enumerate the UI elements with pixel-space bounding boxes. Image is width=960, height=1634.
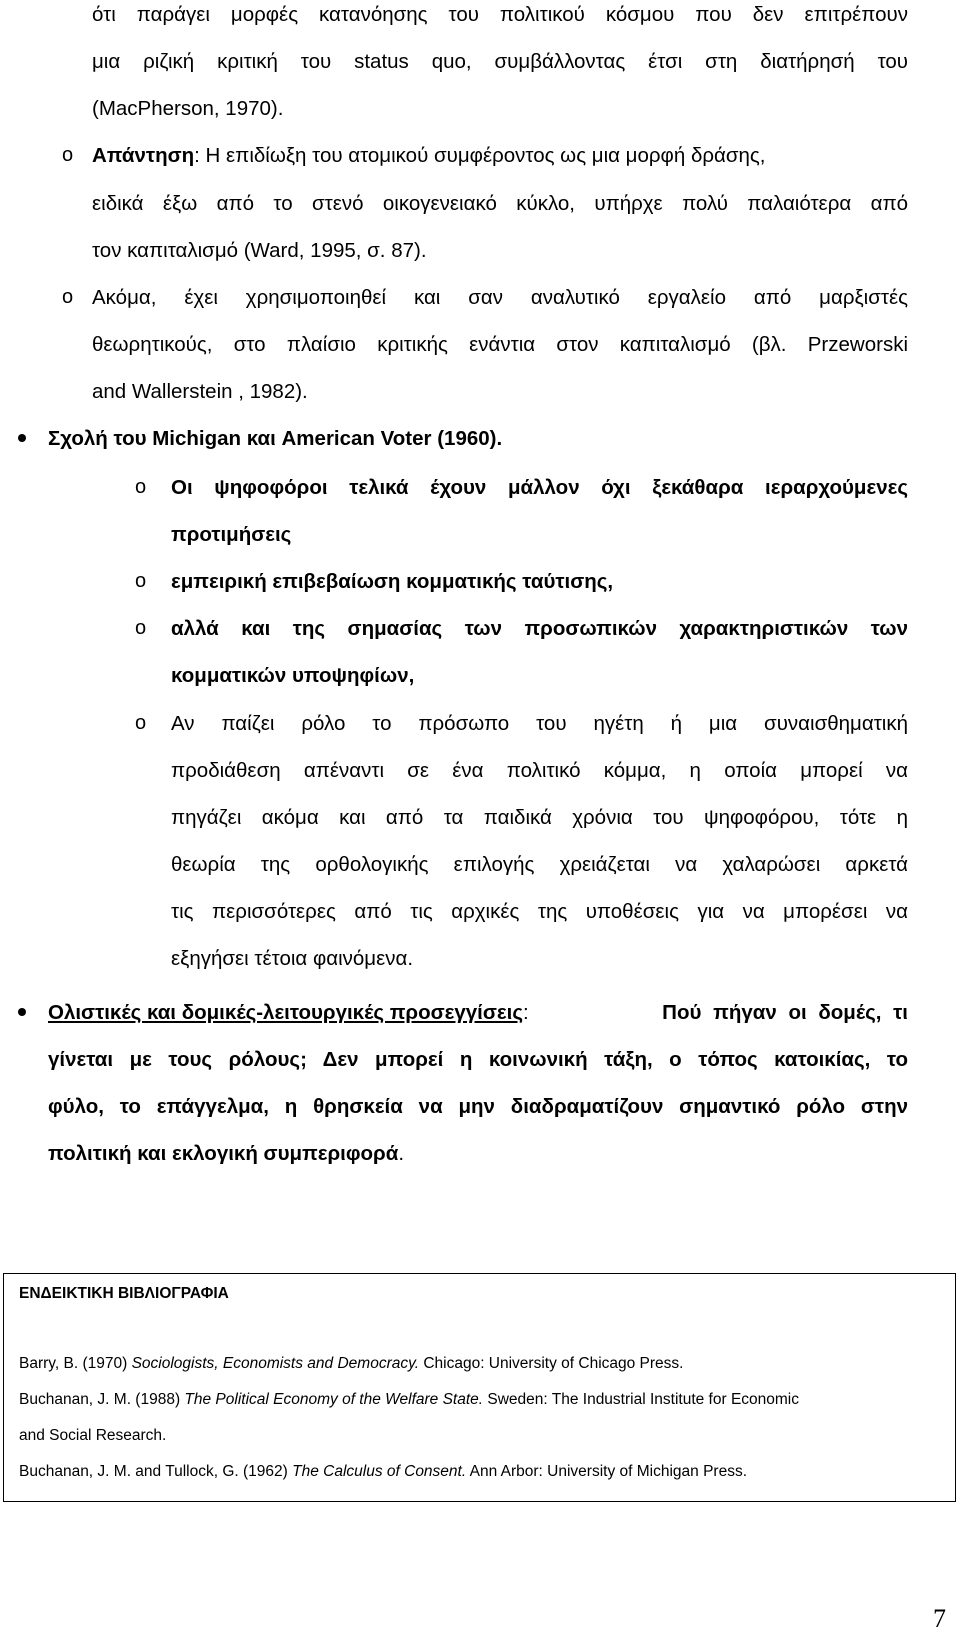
text-line: (MacPherson, 1970). [92, 97, 284, 120]
page-number: 7 [933, 1604, 946, 1633]
answer-text: : Η επιδίωξη του ατομικού συμφέροντος ως μια μορφή δράσης, [194, 144, 766, 167]
text-line: γίνεται με τους ρόλους; Δεν μπορεί η κοινωνική τάξη, ο τόπος κατοικίας, το [48, 1048, 908, 1071]
bibliography-box [3, 1273, 956, 1502]
bibliography-entry [19, 1353, 683, 1375]
circle-bullet-icon: o [135, 476, 147, 498]
bibliography-entry [19, 1389, 799, 1411]
holistic-last-bold: πολιτική και εκλογική συμπεριφορά [48, 1142, 399, 1165]
text-line: κομματικών υποψηφίων, [171, 664, 415, 687]
text-line: μια ριζική κριτική του status quo, συμβάλλοντας έτσι στη διατήρησή του [92, 50, 908, 73]
entry-title: The Political Economy of the Welfare State. [184, 1391, 484, 1408]
bibliography-entry [19, 1461, 747, 1483]
bullet-dot-icon [18, 434, 26, 442]
circle-bullet-icon: o [135, 570, 147, 592]
entry-publisher: Chicago: University of Chicago Press. [419, 1355, 684, 1372]
text-line: θεωρητικούς, στο πλαίσιο κριτικής ενάντια στον καπιταλισμό (βλ. Przeworski [92, 333, 908, 356]
text-line: τις περισσότερες από τις αρχικές της υποθέσεις για να μπορέσει να [171, 900, 908, 923]
text-line: εμπειρική επιβεβαίωση κομματικής ταύτισης, [171, 570, 614, 593]
entry-author: Buchanan, J. M. and Tullock, G. (1962) [19, 1463, 293, 1480]
circle-bullet-icon: o [62, 286, 74, 308]
answer-label: Απάντηση [92, 144, 195, 167]
entry-title: The Calculus of Consent. [292, 1463, 467, 1480]
text-line: προδιάθεση απέναντι σε ένα πολιτικό κόμμα, η οποία μπορεί να [171, 759, 908, 782]
circle-bullet-icon: o [135, 712, 147, 734]
bibliography-heading: ΕΝΔΕΙΚΤΙΚΗ ΒΙΒΛΙΟΓΡΑΦΙΑ [19, 1285, 229, 1302]
text-line: Ακόμα, έχει χρησιμοποιηθεί και σαν αναλυτικό εργαλείο από μαρξιστές [92, 286, 908, 309]
text-line: αλλά και της σημασίας των προσωπικών χαρακτηριστικών των [171, 617, 908, 640]
text-line: εξηγήσει τέτοια φαινόμενα. [171, 947, 414, 970]
circle-bullet-icon: o [62, 144, 74, 166]
text-line: τον καπιταλισμό (Ward, 1995, σ. 87). [92, 239, 427, 262]
michigan-heading: Σχολή του Michigan και American Voter (1960). [48, 427, 503, 450]
circle-bullet-icon: o [135, 617, 147, 639]
bibliography-entry-continuation: and Social Research. [19, 1427, 167, 1444]
text-line: προτιμήσεις [171, 523, 292, 546]
holistic-question: Πού πήγαν οι δομές, τι [662, 1001, 908, 1024]
entry-publisher: Ann Arbor: University of Michigan Press. [466, 1463, 748, 1480]
entry-title: Sociologists, Economists and Democracy. [131, 1355, 420, 1372]
text-line: ειδικά έξω από το στενό οικογενειακό κύκλο, υπήρχε πολύ παλαιότερα από [92, 192, 908, 215]
holistic-line [48, 999, 908, 1027]
answer-line [92, 142, 908, 170]
text-line: ότι παράγει μορφές κατανόησης του πολιτικού κόσμου που δεν επιτρέπουν [92, 3, 908, 26]
text-line [48, 1140, 404, 1168]
text-line: πηγάζει ακόμα και από τα παιδικά χρόνια του ψηφοφόρου, τότε η [171, 806, 908, 829]
colon: : [522, 1001, 529, 1024]
text-line: θεωρία της ορθολογικής επιλογής χρειάζεται να χαλαρώσει αρκετά [171, 853, 908, 876]
text-line: Οι ψηφοφόροι τελικά έχουν μάλλον όχι ξεκάθαρα ιεραρχούμενες [171, 476, 908, 499]
entry-author: Buchanan, J. M. (1988) [19, 1391, 185, 1408]
text-line: and Wallerstein , 1982). [92, 380, 308, 403]
holistic-label: Ολιστικές και δομικές-λειτουργικές προσεγγίσεις [48, 1001, 523, 1024]
text-line: Αν παίζει ρόλο το πρόσωπο του ηγέτη ή μια συναισθηματική [171, 712, 908, 735]
bullet-dot-icon [18, 1008, 26, 1016]
holistic-last-end: . [398, 1142, 405, 1165]
text-line: φύλο, το επάγγελμα, η θρησκεία να μην διαδραματίζουν σημαντικό ρόλο στην [48, 1095, 908, 1118]
entry-author: Barry, B. (1970) [19, 1355, 132, 1372]
entry-publisher: Sweden: The Industrial Institute for Economic [483, 1391, 799, 1408]
